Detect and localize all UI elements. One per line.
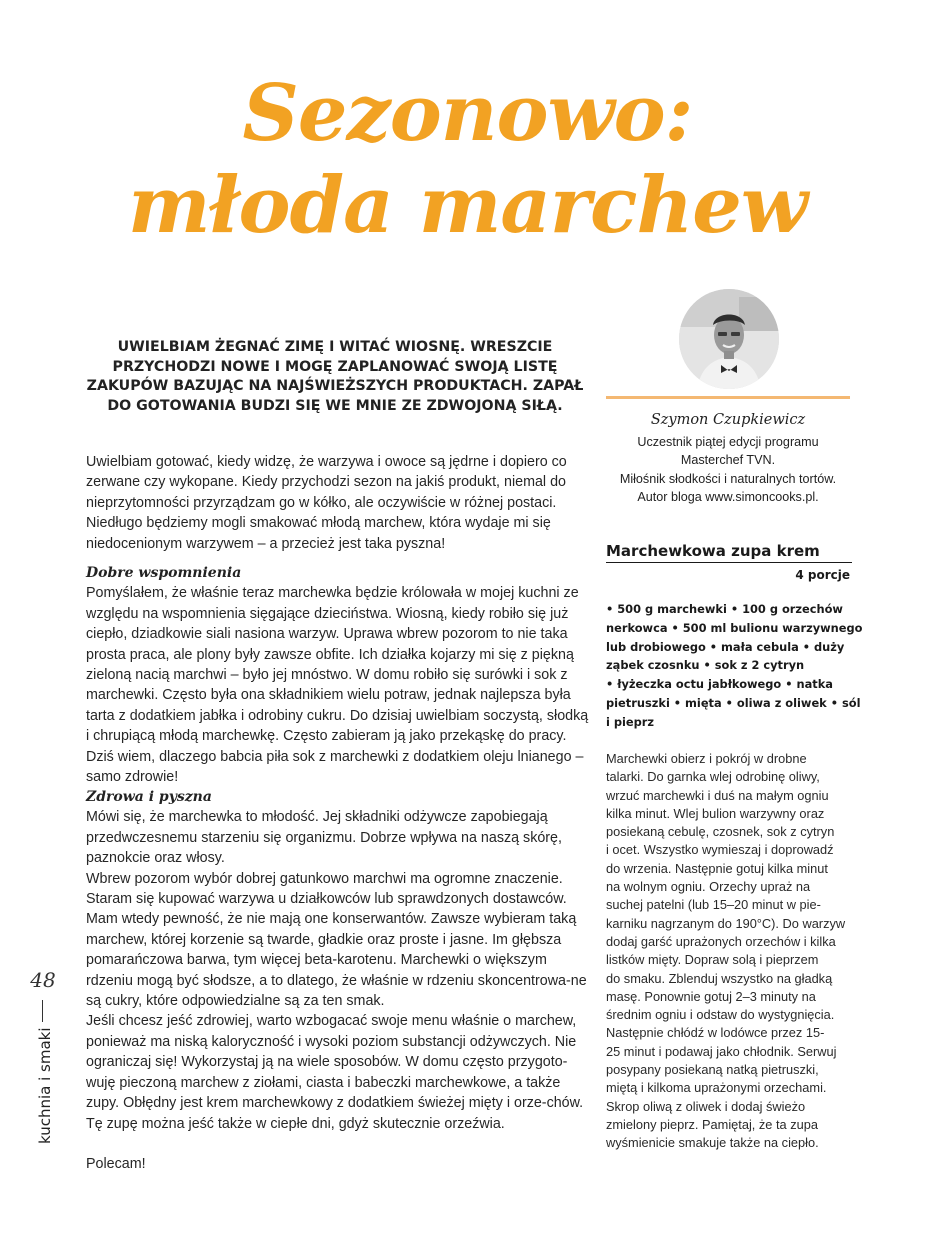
instruction-line: Skrop oliwą z oliwek i dodaj świeżo [606, 1098, 806, 1114]
page-number-divider [42, 1000, 43, 1022]
recipe-ingredients [606, 600, 863, 732]
instruction-line: Marchewki obierz i pokrój w drobne [606, 751, 807, 766]
instruction-line: Następnie chłódź w lodówce przez 15- [606, 1025, 825, 1041]
author-avatar [679, 289, 779, 389]
ingredient-line: nerkowca • 500 ml bulionu warzywnego [606, 620, 863, 635]
section-heading: Dobre wspomnienia [86, 565, 242, 581]
ingredient-line: ząbek czosnku • sok z 2 cytryn [606, 658, 805, 673]
instruction-line: na wolnym ogniu. Orzechy upraż na [606, 879, 811, 895]
recipe-servings: 4 porcje [795, 568, 850, 582]
author-bio-line: Autor bloga www.simoncooks.pl. [637, 489, 819, 504]
instruction-line: do wrzenia. Następnie gotuj kilka minut [606, 860, 828, 876]
section-paragraph: Mówi się, że marchewka to młodość. Jej składniki odżywcze zapobiegają przedwczesnemu starzeniu się organizmu. Dobrze wpływa na naszą skórę, paznokcie oraz włosy. [86, 809, 562, 867]
instruction-line: dodaj garść uprażonych orzechów i kilka [606, 933, 836, 949]
ingredient-line: i pieprz [606, 714, 655, 729]
instruction-line: średnim ogniu i odstaw do wystygnięcia. [606, 1007, 835, 1023]
section-zdrowa-i-pyszna [86, 787, 592, 1174]
instruction-line: talarki. Do garnka wlej odrobinę oliwy, [606, 769, 820, 785]
author-photo-icon [679, 289, 779, 389]
intro-paragraph [86, 452, 592, 554]
ingredient-line: • łyżeczka octu jabłkowego • natka [606, 677, 833, 692]
instruction-line: i ocet. Wszystko wymieszaj i doprowadź [606, 842, 834, 858]
instruction-line: posypany posiekaną natką pietruszki, [606, 1062, 819, 1078]
instruction-line: listków mięty. Dopraw solą i pieprzem [606, 952, 819, 968]
instruction-line: karniku nagrzanym do 190°C). Do warzyw [606, 915, 846, 931]
page-number: 48 [30, 968, 56, 992]
author-divider [606, 396, 850, 399]
author-bio-line: Uczestnik piątej edycji programu [637, 435, 819, 449]
title-line-1: Sezonowo: [242, 68, 693, 159]
author-bio-line: Miłośnik słodkości i naturalnych tortów. [619, 471, 837, 486]
author-bio [600, 433, 856, 506]
section-dobre-wspomnienia [86, 563, 592, 787]
section-paragraph: Jeśli chcesz jeść zdrowiej, warto wzbogacać swoje menu właśnie o marchew, ponieważ ma niską kaloryczność i wysoki poziom substancji odżywczych. Nie ograniczaj się! Wykorzystaj ją na wiele sposobów. W domu często przygoto-wuję pieczoną marchew z ziołami, ciasta i babeczki marchewkowe, a także zupy. Obłędny jest krem marchewkowy z dodatkiem świeżej mięty i orze-chów. Tę zupę można jeść także w ciepłe dni, gdyż skutecznie orzeźwia. [86, 1013, 584, 1132]
instruction-line: wyśmienicie smakuje także na ciepło. [606, 1135, 819, 1151]
section-heading: Zdrowa i pyszna [86, 789, 212, 805]
instruction-line: suchej patelni (lub 15–20 minut w pie- [606, 897, 821, 913]
intro-text: Uwielbiam gotować, kiedy widzę, że warzywa i owoce są jędrne i dopiero co zerwane czy wykopane. Kiedy przychodzi sezon na jakiś produkt, niemal do nieprzytomności przyrządzam go w kółko, ale oczywiście w różnej postaci. Niedługo będziemy mogli smakować młodą marchew, która wydaje mi się niedocenionym warzywem – a przecież jest taka pyszna! [86, 454, 567, 552]
recipe-instructions [606, 750, 858, 1153]
title-line-2: młoda marchew [128, 160, 807, 251]
instruction-line: miętą i kilkoma uprażonymi orzechami. [606, 1080, 827, 1096]
instruction-line: do smaku. Zblenduj wszystko na gładką [606, 970, 833, 986]
author-bio-line: Masterchef TVN. [680, 453, 776, 468]
ingredient-line: pietruszki • mięta • oliwa z oliwek • sól [606, 695, 861, 710]
lead-paragraph: UWIELBIAM ŻEGNAĆ ZIMĘ I WITAĆ WIOSNĘ. WRESZCIE PRZYCHODZI NOWE I MOGĘ ZAPLANOWAĆ SWOJĄ LISTĘ ZAKUPÓW BAZUJĄC NA NAJŚWIEŻSZYCH PRODUKTACH. ZAPAŁ DO GOTOWANIA BUDZI SIĘ WE MNIE ZE ZDWOJONĄ SIŁĄ. [86, 339, 584, 414]
instruction-line: 25 minut i podawaj jako chłodnik. Serwuj [606, 1043, 837, 1059]
section-label: kuchnia i smaki [36, 1027, 54, 1144]
section-paragraph: Wbrew pozorom wybór dobrej gatunkowo marchwi ma ogromne znaczenie. Staram się kupować warzywa u działkowców lub sprawdzonych dostawców. Mam wtedy pewność, że nie mają one konserwantów. Zawsze wybieram taką marchew, której korzenie są twarde, gładkie oraz proste i jasne. Im głębsza pomarańczowa barwa, tym więcej beta-karotenu. Marchewki o większym rdzeniu mogą być słodsze, a to dlatego, że właśnie w rdzeniu skoncentrowa-ne są cukry, które odpowiedzialne są za ten smak. [86, 870, 587, 1010]
author-name: Szymon Czupkiewicz [650, 412, 806, 428]
closing-text: Polecam! [86, 1155, 146, 1172]
recipe-title: Marchewkowa zupa krem [606, 542, 852, 563]
instruction-line: kilka minut. Wlej bulion warzywny oraz [606, 805, 825, 821]
section-text: Pomyślałem, że właśnie teraz marchewka będzie królowała w mojej kuchni ze względu na wspomnienia sięgające dzieciństwa. Wiosną, kiedy robiło się już ciepło, dziadkowie siali nasiona warzyw. Uprawa wbrew pozorom to nie taka prosta praca, ale plony były zawsze obfite. Ich działka kojarzy mi się z piękną zieloną nacią marchwi – było jej mnóstwo. W domu robiło się surówki i sok z marchewki. Często była ona składnikiem wielu potraw, jednak najlepsza była tarta z dodatkiem jabłka i odrobiny cukru. Do dzisiaj uwielbiam soczystą, słodką i chrupiącą młodą marchewkę. Często zabieram ją jako przekąskę do pracy. Dziś wiem, dlaczego babcia piła sok z marchewki z dodatkiem oleju lnianego – samo zdrowie! [86, 585, 589, 786]
instruction-line: zmielony pieprz. Pamiętaj, że ta zupa [606, 1116, 818, 1132]
instruction-line: masę. Ponownie gotuj 2–3 minuty na [606, 988, 816, 1004]
ingredient-line: lub drobiowego • mała cebula • duży [606, 639, 845, 654]
ingredient-line: • 500 g marchewki • 100 g orzechów [606, 602, 843, 616]
instruction-line: wrzuć marchewki i duś na małym ogniu [606, 787, 829, 803]
instruction-line: posiekaną cebulę, czosnek, sok z cytryn [606, 824, 835, 840]
